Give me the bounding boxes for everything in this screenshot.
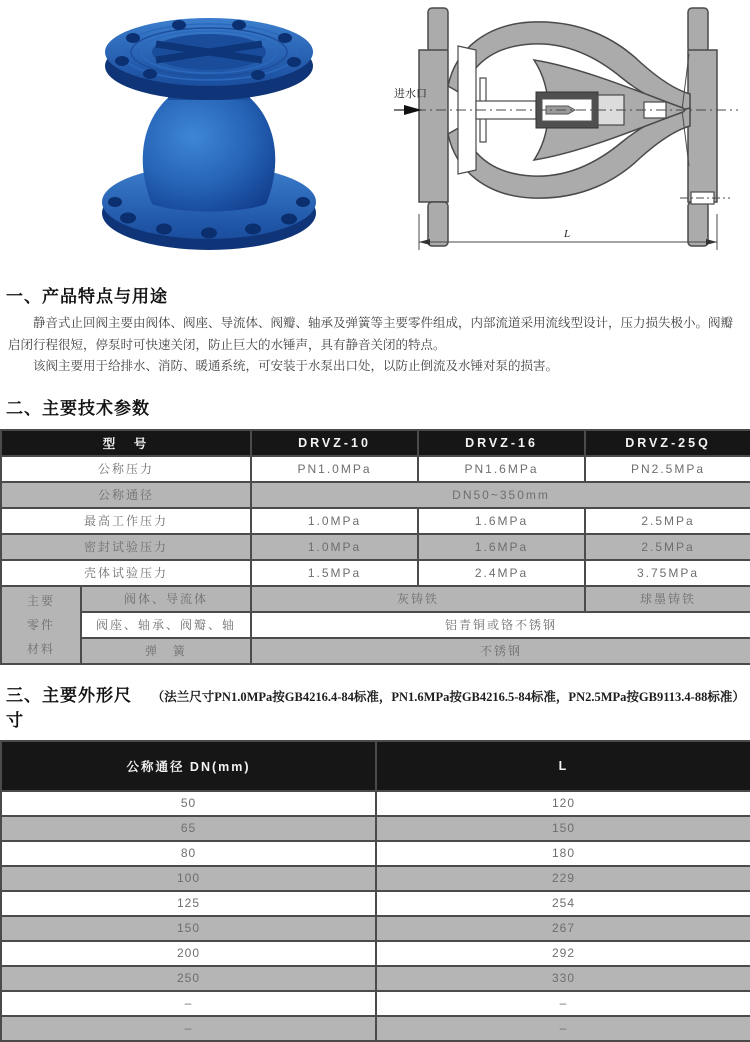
param-value: 1.0MPa <box>251 508 418 534</box>
param-value: 灰铸铁 <box>251 586 585 612</box>
dn-cell: 150 <box>1 916 376 941</box>
section1-title: 一、产品特点与用途 <box>6 287 168 306</box>
param-label: 阀体、导流体 <box>81 586 251 612</box>
param-value: PN1.0MPa <box>251 456 418 482</box>
param-value: 球墨铸铁 <box>585 586 750 612</box>
table-row <box>1 638 750 664</box>
l-header-cell: L <box>376 741 750 791</box>
section1-paragraph-1: 静音式止回阀主要由阀体、阀座、导流体、阀瓣、轴承及弹簧等主要零件组成，内部流道采用流线型设计，压力损失极小。阀瓣启闭行程很短，停泵时可快速关闭，防止巨大的水锤声，具有静音关闭的特点。 <box>8 316 734 352</box>
table-row <box>1 941 750 966</box>
param-value: PN2.5MPa <box>585 456 750 482</box>
table-row <box>1 1016 750 1041</box>
valve-product-photo <box>90 6 330 258</box>
l-cell: 330 <box>376 966 750 991</box>
technical-parameters-table <box>0 429 750 665</box>
l-cell: 150 <box>376 816 750 841</box>
section2-title: 二、主要技术参数 <box>6 398 150 418</box>
param-label: 公称通径 <box>1 482 251 508</box>
dn-cell: 80 <box>1 841 376 866</box>
l-cell: 292 <box>376 941 750 966</box>
table-header-row <box>1 430 750 456</box>
param-value: 2.5MPa <box>585 534 750 560</box>
param-value: 3.75MPa <box>585 560 750 586</box>
materials-group-line: 材料 <box>26 641 55 656</box>
materials-group-line: 主要 <box>26 593 55 608</box>
l-cell: 267 <box>376 916 750 941</box>
param-value: DN50~350mm <box>251 482 750 508</box>
table-row <box>1 891 750 916</box>
param-value: 不锈钢 <box>251 638 750 664</box>
model-cell: DRVZ-10 <box>251 430 418 456</box>
table-row <box>1 508 750 534</box>
dimension-l-label: L <box>564 228 571 240</box>
param-value: 2.5MPa <box>585 508 750 534</box>
table-row <box>1 866 750 891</box>
section1-paragraph-2: 该阀主要用于给排水、消防、暖通系统，可安装于水泵出口处，以防止倒流及水锤对泵的损害。 <box>33 359 559 373</box>
dn-cell: 125 <box>1 891 376 916</box>
dn-cell: 50 <box>1 791 376 816</box>
param-value: PN1.6MPa <box>418 456 585 482</box>
dn-cell: 65 <box>1 816 376 841</box>
model-cell: DRVZ-16 <box>418 430 585 456</box>
table-row <box>1 612 750 638</box>
dn-cell: 200 <box>1 941 376 966</box>
param-value: 2.4MPa <box>418 560 585 586</box>
table-row <box>1 816 750 841</box>
inlet-label: 进水口 <box>394 88 427 100</box>
table-row <box>1 991 750 1016</box>
l-cell: 229 <box>376 866 750 891</box>
model-header-cell: 型 号 <box>1 430 251 456</box>
hero-images <box>0 0 750 268</box>
param-value: 1.6MPa <box>418 534 585 560</box>
table-row <box>1 841 750 866</box>
param-label: 最高工作压力 <box>1 508 251 534</box>
dimensions-table <box>0 740 750 1042</box>
l-cell: – <box>376 1016 750 1041</box>
section3-title <box>6 681 744 731</box>
section3-title-text: 三、主要外形尺寸 <box>6 685 132 730</box>
dn-cell: – <box>1 991 376 1016</box>
dn-cell: 100 <box>1 866 376 891</box>
materials-group-line: 零件 <box>26 617 55 632</box>
model-cell: DRVZ-25Q <box>585 430 750 456</box>
table-row <box>1 482 750 508</box>
param-label: 壳体试验压力 <box>1 560 251 586</box>
param-label: 公称压力 <box>1 456 251 482</box>
l-cell: 254 <box>376 891 750 916</box>
param-value: 1.6MPa <box>418 508 585 534</box>
table-row <box>1 534 750 560</box>
param-value: 1.5MPa <box>251 560 418 586</box>
table-row <box>1 456 750 482</box>
param-label: 弹 簧 <box>81 638 251 664</box>
section3-flange-standards-note: （法兰尺寸PN1.0MPa按GB4216.4-84标准，PN1.6MPa按GB4216.5-84标准，PN2.5MPa按GB9113.4-88标准） <box>151 689 745 704</box>
dn-cell: 250 <box>1 966 376 991</box>
dn-header-cell: 公称通径 DN(mm) <box>1 741 376 791</box>
table-row <box>1 560 750 586</box>
l-cell: 120 <box>376 791 750 816</box>
materials-group-label <box>1 586 81 664</box>
param-label: 密封试验压力 <box>1 534 251 560</box>
table-header-row <box>1 741 750 791</box>
table-row <box>1 916 750 941</box>
table-row <box>1 791 750 816</box>
param-label: 阀座、轴承、阀瓣、轴 <box>81 612 251 638</box>
l-cell: – <box>376 991 750 1016</box>
table-row <box>1 586 750 612</box>
param-value: 1.0MPa <box>251 534 418 560</box>
dn-cell: – <box>1 1016 376 1041</box>
param-value: 铝青铜或铬不锈钢 <box>251 612 750 638</box>
valve-section-drawing <box>392 2 744 254</box>
table-row <box>1 966 750 991</box>
l-cell: 180 <box>376 841 750 866</box>
